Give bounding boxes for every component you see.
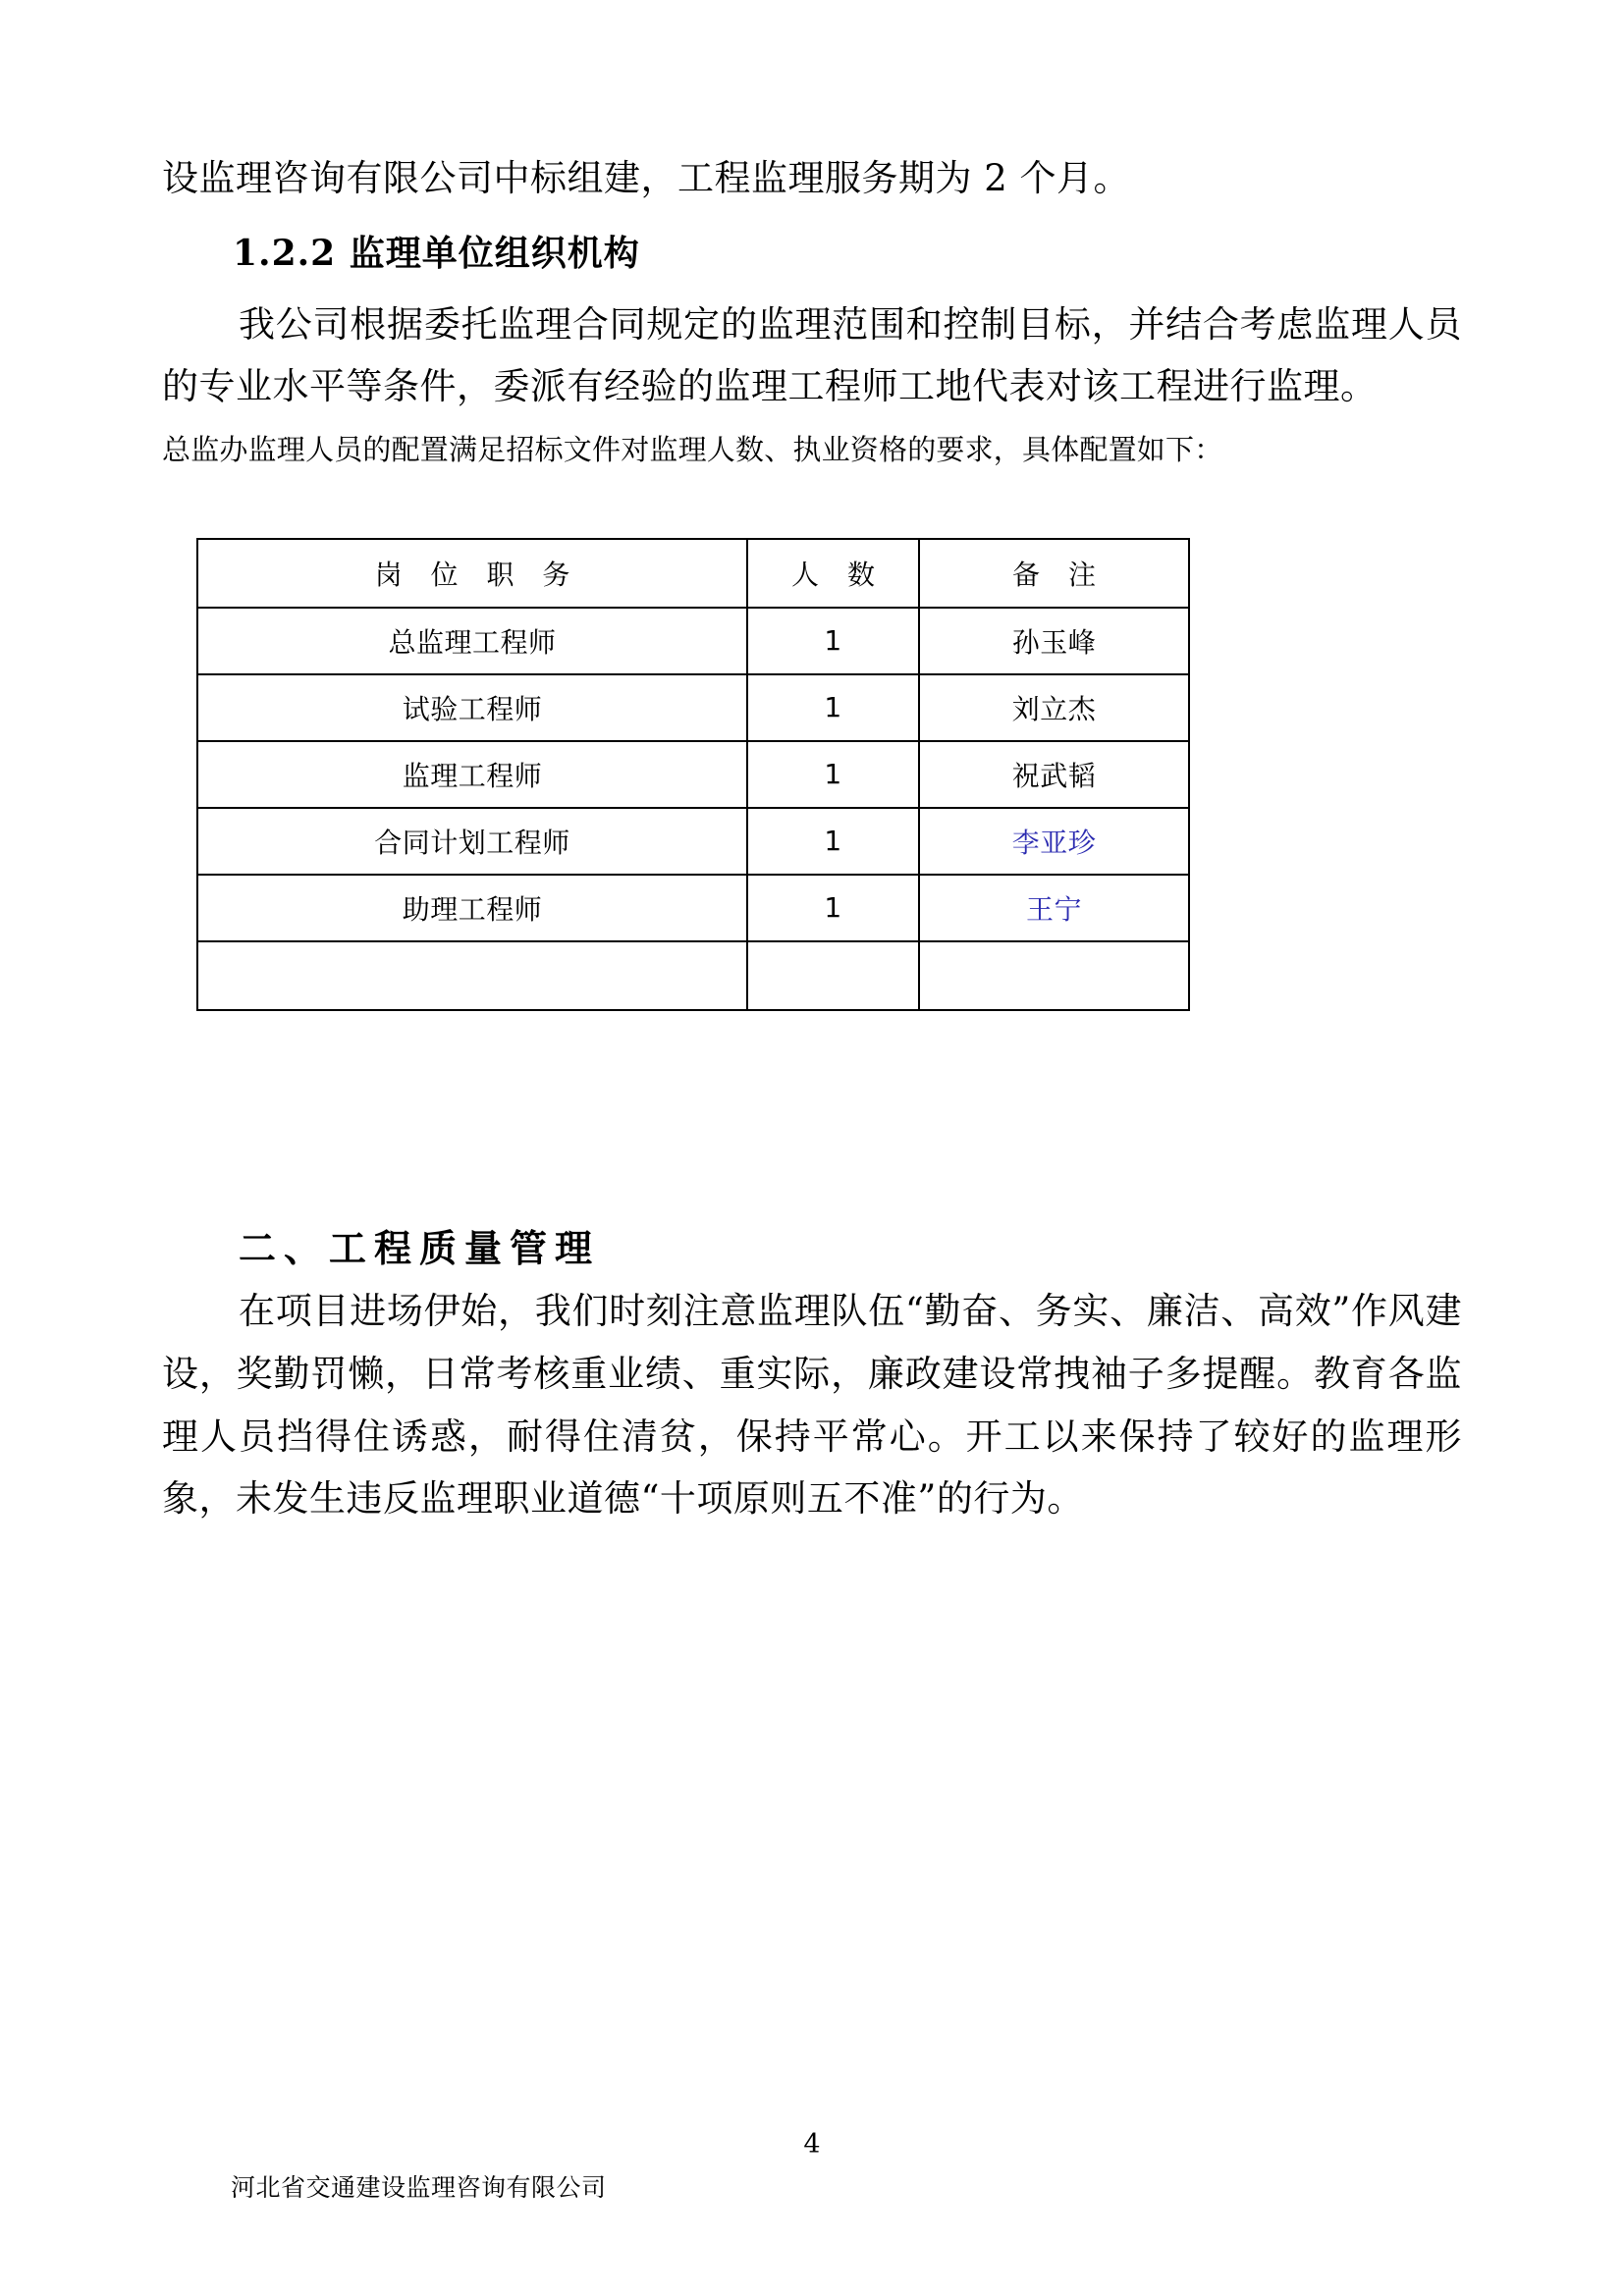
paragraph-3: 在项目进场伊始，我们时刻注意监理队伍“勤奋、务实、廉洁、高效”作风建设，奖勤罚懒，日常考核重业绩、重实际，廉政建设常拽袖子多提醒。教育各监理人员挡得住诱惑，耐得住清贫，保持平常心。开工以来保持了较好的监理形象，未发生违反监理职业道德“十项原则五不准”的行为。 — [162, 1290, 1462, 1521]
cell-note — [919, 941, 1189, 1010]
section-heading-2: 二、工程质量管理 — [239, 1225, 601, 1270]
table-row-empty — [197, 941, 1189, 1010]
cell-role — [197, 941, 747, 1010]
top-paragraph: 设监理咨询有限公司中标组建，工程监理服务期为 2 个月。 — [162, 157, 1131, 199]
cell-count: 1 — [747, 875, 919, 941]
cell-count: 1 — [747, 674, 919, 741]
table-header-count: 人 数 — [747, 539, 919, 608]
cell-role: 监理工程师 — [197, 741, 747, 808]
cell-role: 助理工程师 — [197, 875, 747, 941]
staff-table — [196, 538, 1190, 1011]
cell-count: 1 — [747, 741, 919, 808]
page-footer — [0, 2129, 1624, 2296]
cell-role: 试验工程师 — [197, 674, 747, 741]
cell-note: 祝武韬 — [919, 741, 1189, 808]
cell-note: 王宁 — [919, 875, 1189, 941]
cell-note: 李亚珍 — [919, 808, 1189, 875]
table-row — [197, 674, 1189, 741]
cell-count — [747, 941, 919, 1010]
table-row — [197, 808, 1189, 875]
cell-role: 合同计划工程师 — [197, 808, 747, 875]
cell-role: 总监理工程师 — [197, 608, 747, 674]
cell-count: 1 — [747, 808, 919, 875]
cell-note: 刘立杰 — [919, 674, 1189, 741]
table-header-role: 岗 位 职 务 — [197, 539, 747, 608]
section-spacer — [162, 1011, 1462, 1217]
section-heading-1-2-2: 1.2.2 监理单位组织机构 — [233, 232, 640, 274]
footer-company-name: 河北省交通建设监理咨询有限公司 — [231, 2173, 607, 2202]
page-number: 4 — [803, 2129, 821, 2160]
paragraph-2: 总监办监理人员的配置满足招标文件对监理人数、执业资格的要求，具体配置如下： — [162, 433, 1223, 467]
cell-note: 孙玉峰 — [919, 608, 1189, 674]
table-header-row — [197, 539, 1189, 608]
paragraph-1: 我公司根据委托监理合同规定的监理范围和控制目标，并结合考虑监理人员的专业水平等条件，委派有经验的监理工程师工地代表对该工程进行监理。 — [162, 302, 1462, 408]
table-row — [197, 608, 1189, 674]
cell-count: 1 — [747, 608, 919, 674]
table-header-note: 备 注 — [919, 539, 1189, 608]
table-row — [197, 875, 1189, 941]
table-row — [197, 741, 1189, 808]
